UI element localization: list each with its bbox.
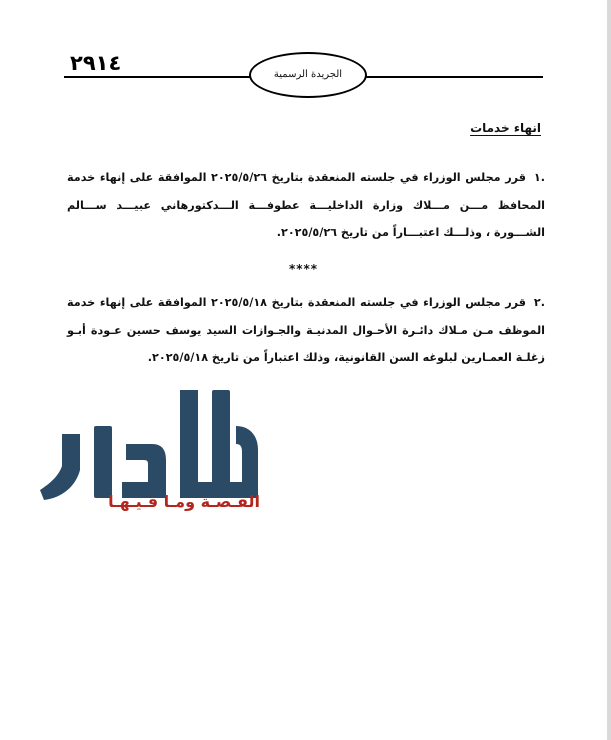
aldar-tagline: القـصـة ومـا فـيـهـا [108, 492, 260, 511]
gazette-oval-emblem [249, 52, 367, 98]
page-edge-shadow [607, 0, 611, 740]
decision-item-1 [67, 164, 545, 247]
page-number: ٢٩١٤ [70, 51, 122, 75]
decision-number-1: .١ [533, 171, 546, 184]
decision-item-2 [67, 289, 545, 372]
decision-text-2: قرر مجلس الوزراء في جلسته المنعقدة بتاريخ ٢٠٢٥/٥/١٨ الموافقة على إنهاء خدمة الموظف مـن مـلاك دائـرة الأحـوال المدنيـة والجـوازات السيد يوسف حسين عـودة أبـو زغلـة العمـارين لبلوغه السن القانونية، وذلك اعتباراً من تاريخ ٢٠٢٥/٥/١٨. [67, 296, 545, 364]
section-title: انهاء خدمات [470, 121, 541, 135]
aldar-logo-mark [40, 390, 258, 500]
decision-number-2: .٢ [533, 296, 546, 309]
gazette-name: الجريدة الرسمية [273, 69, 343, 80]
separator-stars: **** [288, 262, 319, 276]
decision-text-1: قرر مجلس الوزراء في جلسته المنعقدة بتاريخ ٢٠٢٥/٥/٢٦ الموافقة على إنهاء خدمة المحافظ مـــن مـــلاك وزارة الداخليـــة عطوفـــة الـــدكتورهاني عبيـــد ســـالم الشـــورة ، وذلـــك اعتبـــاراً من تاريخ ٢٠٢٥/٥/٢٦. [67, 171, 545, 239]
